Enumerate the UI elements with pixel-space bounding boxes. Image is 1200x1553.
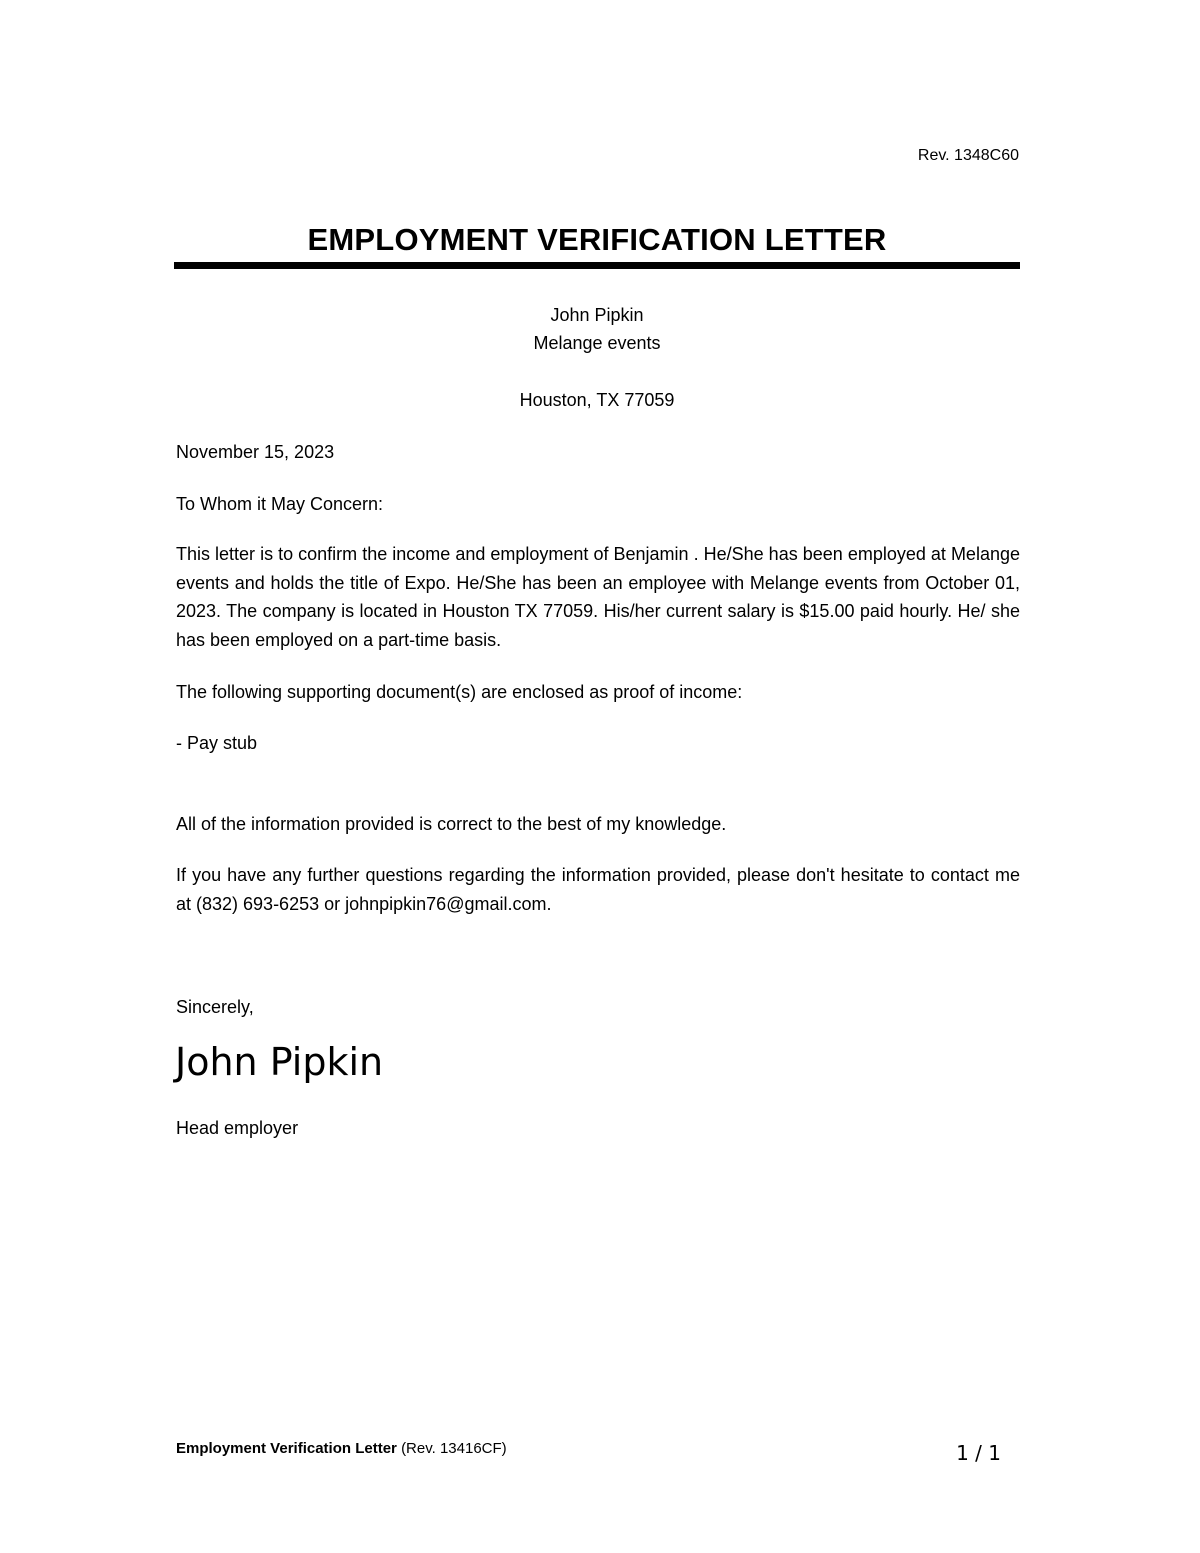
letter-date: November 15, 2023 [176,442,335,462]
sender-address: Houston, TX 77059 [519,390,675,410]
page-number: 1 / 1 [956,1441,1001,1465]
sender-name: John Pipkin [550,305,644,325]
title-underline-rule [174,262,1020,269]
signature: John Pipkin [175,1040,384,1084]
document-title: EMPLOYMENT VERIFICATION LETTER [307,222,887,257]
revision-label: Rev. 1348C60 [917,147,1019,164]
employment-details-paragraph: This letter is to confirm the income and employment of Benjamin . He/She has been employed at Melange events and holds the title of Expo. He/She has been an employee with Melange events from October 01, 2023. The company is located in Houston TX 77059. His/her current salary is $15.00 paid hourly. He/ she has been employed on a part-time basis. [176,544,1020,650]
signer-title: Head employer [176,1118,299,1138]
documents-intro: The following supporting document(s) are enclosed as proof of income: [176,682,743,702]
certification-statement: All of the information provided is correct to the best of my knowledge. [176,814,727,834]
sender-company: Melange events [533,333,661,353]
document-list-item: - Pay stub [176,733,258,753]
footer-doc-name: Employment Verification Letter [176,1440,397,1457]
valediction: Sincerely, [176,997,254,1017]
footer-doc-rev: (Rev. 13416CF) [401,1440,507,1457]
salutation: To Whom it May Concern: [176,494,384,514]
footer-document-label [176,1440,507,1457]
contact-paragraph: If you have any further questions regarding the information provided, please don't hesitate to contact me at (832) 693-6253 or johnpipkin76@gmail.com. [176,865,1020,914]
